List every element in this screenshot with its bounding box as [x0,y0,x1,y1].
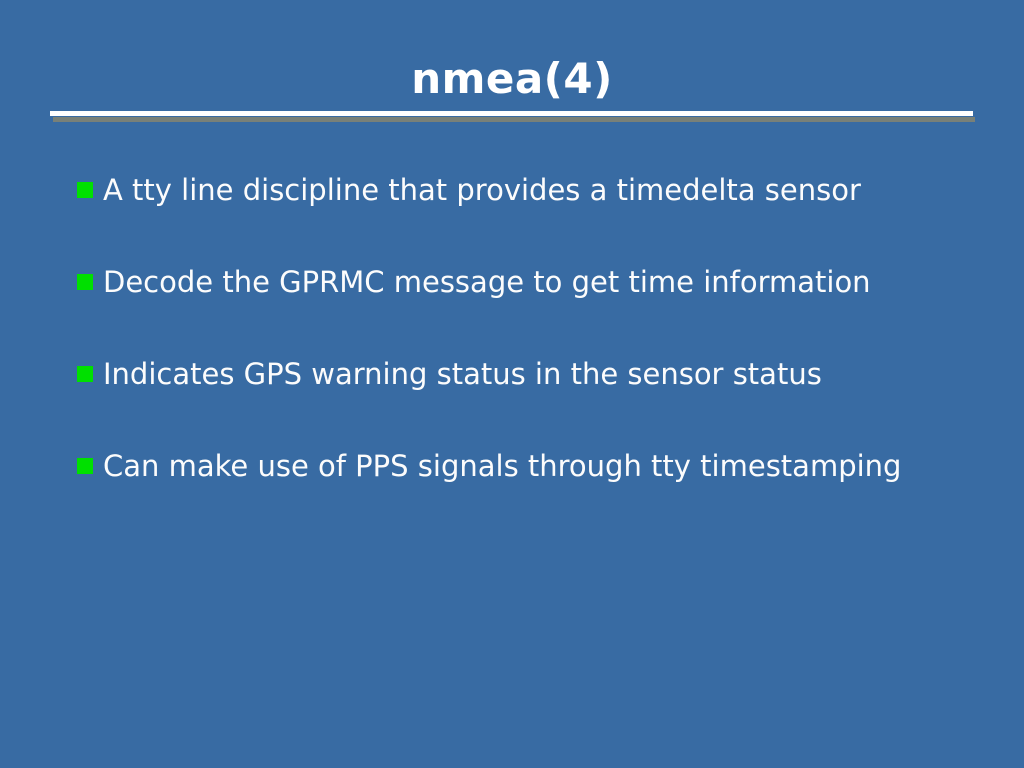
bullet-item [77,352,901,396]
bullet-item [77,260,901,304]
bullet-square-icon [77,366,93,382]
bullet-list [77,168,901,536]
bullet-text: Indicates GPS warning status in the sensor status [103,357,822,391]
bullet-text: A tty line discipline that provides a timedelta sensor [103,173,861,207]
bullet-item [77,168,901,212]
title-underline [50,111,973,116]
bullet-item [77,444,901,488]
slide-title: nmea(4) [411,54,613,103]
bullet-square-icon [77,458,93,474]
bullet-square-icon [77,274,93,290]
title-underline-shadow [53,117,975,122]
bullet-text: Can make use of PPS signals through tty timestamping [103,449,902,483]
bullet-square-icon [77,182,93,198]
bullet-text: Decode the GPRMC message to get time information [103,265,871,299]
